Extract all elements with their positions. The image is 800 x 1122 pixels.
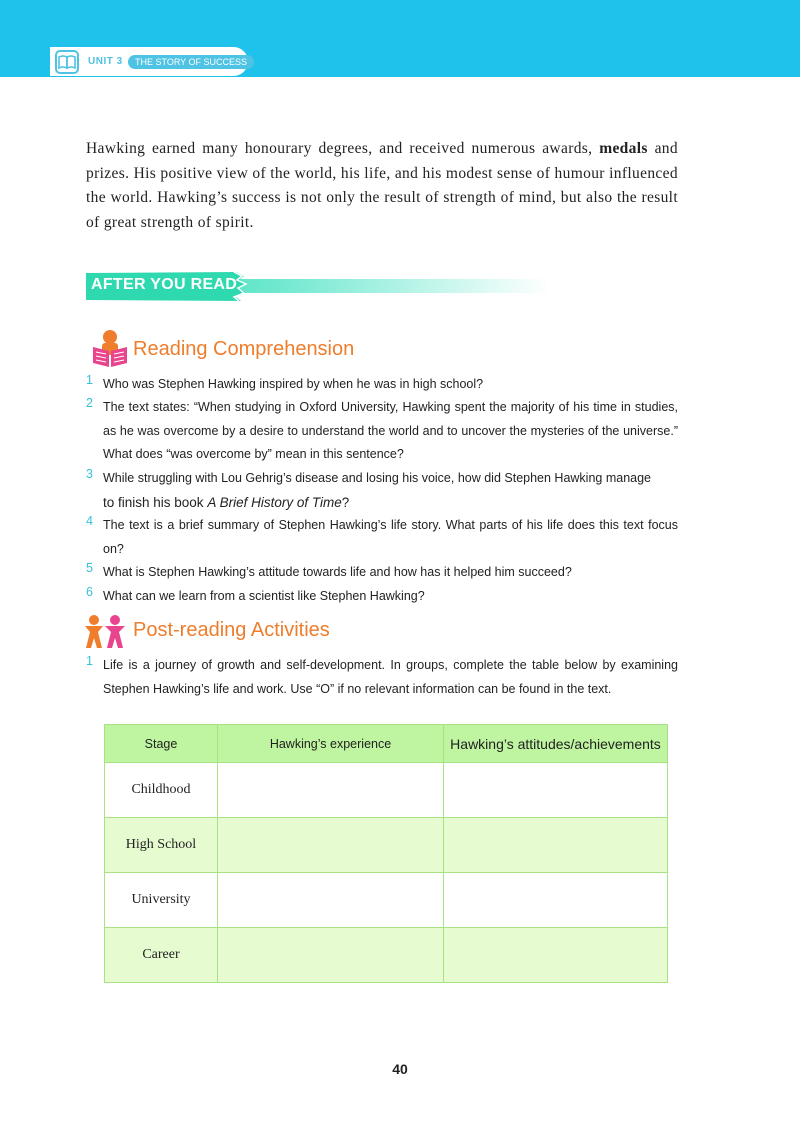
people-icon <box>83 614 127 650</box>
book-title: A Brief History of Time <box>207 494 342 510</box>
stage-cell: Childhood <box>105 763 218 818</box>
experience-cell[interactable] <box>218 928 444 983</box>
stage-cell: University <box>105 873 218 928</box>
experience-cell[interactable] <box>218 873 444 928</box>
table-header-row <box>105 725 668 763</box>
intro-paragraph: Hawking earned many honourary degrees, and received numerous awards, medals and prizes. His positive view of the world, his life, and his modest sense of humour influenced the world. Hawking’s success is not only the result of strength of mind, but also the result of great strength of spirit. <box>86 140 678 231</box>
table-row <box>105 873 668 928</box>
experience-cell[interactable] <box>218 763 444 818</box>
stage-cell: High School <box>105 818 218 873</box>
table-row <box>105 928 668 983</box>
reading-comprehension-title: Reading Comprehension <box>133 338 355 360</box>
unit-title-pill: THE STORY OF SUCCESS <box>128 55 254 69</box>
unit-label: UNIT 3 <box>88 56 123 67</box>
attitudes-cell[interactable] <box>444 873 668 928</box>
attitudes-cell[interactable] <box>444 818 668 873</box>
reader-icon <box>92 329 128 369</box>
header-experience: Hawking’s experience <box>218 725 444 763</box>
open-book-icon <box>55 50 79 74</box>
bold-word-medals: medals <box>599 140 648 157</box>
header-attitudes: Hawking’s attitudes/achievements <box>444 725 668 763</box>
attitudes-cell[interactable] <box>444 928 668 983</box>
experience-cell[interactable] <box>218 818 444 873</box>
page-number: 40 <box>392 1061 408 1077</box>
life-stages-table <box>104 724 668 983</box>
table-row <box>105 818 668 873</box>
attitudes-cell[interactable] <box>444 763 668 818</box>
table-row <box>105 763 668 818</box>
after-you-read-label: AFTER YOU READ <box>91 276 238 293</box>
header-stage: Stage <box>105 725 218 763</box>
post-reading-title: Post-reading Activities <box>133 619 330 641</box>
stage-cell: Career <box>105 928 218 983</box>
